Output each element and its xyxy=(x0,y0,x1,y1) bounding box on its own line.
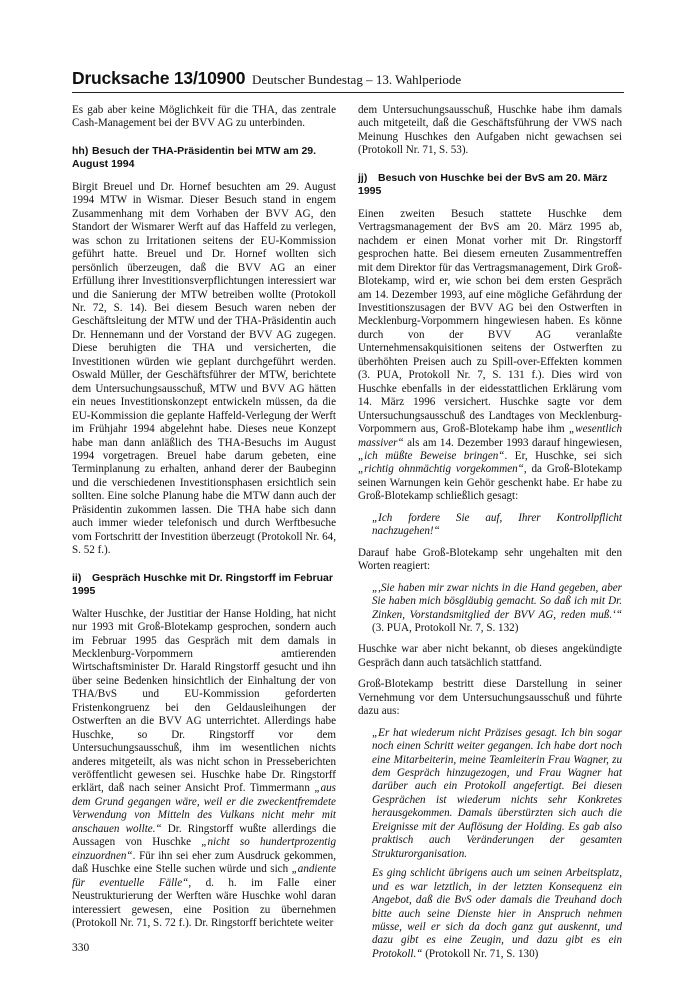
block-quote: „Ich fordere Sie auf, Ihrer Kontrollpflicht nachzugehen!“ xyxy=(372,511,622,538)
right-column xyxy=(358,104,622,969)
section-title: Besuch der THA-Präsidentin bei MTW am 29. August 1994 xyxy=(72,144,317,170)
text-run: . Für ihn sei eher zum Ausdruck gekommen, daß Huschke eine Stelle suchen würde und sich xyxy=(72,849,336,876)
paragraph xyxy=(358,208,622,504)
inline-quote: „wesentlich massiver“ xyxy=(358,423,622,449)
quote-text: Es ging schlicht übrigens auch um seinen Arbeitsplatz, und es war letztlich, in der letzten Konsequenz ein Angebot, daß die BvS oder damals die Treuhand doch bitte auch seine Dienste hier in Anspruch nehmen müsse, weil er sich da doch ganz gut auskennt, und dazu gibt es eine Zeugin, und dazu gibt es ein Protokoll.“ xyxy=(372,867,622,960)
inline-quote: „aus dem Grund gegangen wäre, weil er die zweckentfremdete Verwendung von Mitteln des Vulkans nicht mehr mit anschauen wollte.“ xyxy=(72,782,336,835)
document-number: Drucksache 13/10900 xyxy=(72,68,246,88)
block-quote xyxy=(372,582,622,636)
section-heading-hh xyxy=(72,145,336,171)
inline-quote: „ich müßte Beweise bringen“ xyxy=(358,449,505,462)
text-run: als am 14. Dezember 1993 darauf hingewiesen, xyxy=(403,436,622,449)
inline-quote: „richtig ohnmächtig vorgekommen“ xyxy=(358,463,524,476)
text-run: Dr. Ringstorff wußte allerdings die Aussagen von Huschke xyxy=(72,822,336,849)
text-run: . Er, Huschke, sei sich xyxy=(504,449,622,462)
paragraph: Es gab aber keine Möglichkeit für die THA, das zentrale Cash-Management bei der BVV AG zu unterbinden. xyxy=(72,104,336,130)
section-label: ii) xyxy=(72,571,82,584)
paragraph: Birgit Breuel und Dr. Hornef besuchten am 29. August 1994 MTW in Wismar. Dieser Besuch stand in engem Zusammenhang mit dem Vorhaben der BVV AG, den Standort der Wismarer Werft auf das Haffeld zu verlegen, was schon zu Irritationen seitens der EU-Kommission geführt hatte. Breuel und Dr. Hornef wollten sich persönlich überzeugen, daß die BVV AG an einer Erfüllung ihrer Investitionsverpflichtungen interessiert war und die Sanierung der MTW betreiben wollte (Protokoll Nr. 72, S. 14). Bei diesem Besuch waren neben der Geschäftsleitung der MTW und der THA-Präsidentin auch Dr. Hennemann und der Vorstand der BVV AG zugegen. Diese beruhigten die THA und versicherten, die Investitionen würden wie geplant durchgeführt werden. Oswald Müller, der Geschäftsführer der MTW, berichtete dem Untersuchungsausschuß, MTW und BVV AG hätten ein neues Investitionskonzept entwickeln müssen, da die EU-Kommission die geplante Haffeld-Verlegung der Werft im Frühjahr 1994 abgelehnt habe. Dieses neue Konzept habe man dann anläßlich des THA-Besuchs im August 1994 vorgetragen. Breuel habe darum gebeten, eine Terminplanung zu erhalten, anhand derer der Baubeginn und die verschiedenen Investitionsphasen ersichtlich sein sollten. Eine solche Planung habe die MTW dann auch der Präsidentin zukommen lassen. Die THA habe sich dann auch immer wieder telefonisch und durch Werftbesuche vom Fortschritt der Investition überzeugt (Protokoll Nr. 64, S. 52 f.). xyxy=(72,180,336,557)
text-run: Walter Huschke, der Justitiar der Hanse Holding, hat nicht nur 1993 mit Groß-Blotekamp gesprochen, sondern auch im Februar 1995 das Gespräch mit dem damals in Mecklenburg-Vorpommern amtierenden Wirtschaftsminister Dr. Harald Ringstorff gesucht und ihn über seine Bedenken hinsichtlich der Einhaltung der von THA/BvS und EU-Kommission geforderten Fristenkongruenz bei den Geldausleihungen der Ostwerften an die BVV AG unterrichtet. Allerdings habe Huschke, so Dr. Ringstorff vor dem Untersuchungsausschuß, ihm im wesentlichen nichts anderes mitgeteilt, als was nicht schon in Presseberichten veröffentlicht gewesen sei. Huschke habe Dr. Ringstorff erklärt, daß nach seiner Ansicht Prof. Timmermann xyxy=(72,607,336,795)
parliament-title: Deutscher Bundestag – 13. Wahlperiode xyxy=(252,72,462,87)
section-title: Besuch von Huschke bei der BvS am 20. März 1995 xyxy=(358,171,608,197)
text-run: , da Groß-Blotekamp seinen Warnungen kein Gehör geschenkt habe. Er habe zu Groß-Blotekamp schließlich gesagt: xyxy=(358,463,622,503)
paragraph: Darauf habe Groß-Blotekamp sehr ungehalten mit den Worten reagiert: xyxy=(358,546,622,573)
block-quote: „Er hat wiederum nicht Präzises gesagt. Ich bin sogar noch einen Schritt weiter gegangen. Ich habe dort noch eine Mitarbeiterin, meine Teamleiterin Frau Wagner, zu dem Gespräch hinzugezogen, und Frau Wagner hat darüber auch ein Protokoll angefertigt. Bei diesen Gesprächen ist wiederum nichts sehr Konkretes herausgekommen. Damals überstürzten sich auch die Ereignisse mit der Auflösung der Holding. Es gab also praktisch auch Veränderungen der gesamten Strukturorganisation. xyxy=(372,726,622,860)
section-title: Gespräch Huschke mit Dr. Ringstorff im Februar 1995 xyxy=(72,571,333,597)
text-run: Einen zweiten Besuch stattete Huschke dem Vertragsmanagement der BvS am 20. März 1995 ab, nachdem er einen Monat vorher mit Dr. Ringstorff gesprochen hatte. Bei diesem erneuten Zusammentreffen mit dem Direktor für das Vertragsmanagement, Dirk Groß-Blotekamp, wird er, wie schon bei dem ersten Gespräch am 14. Dezember 1993, auf eine mögliche Gefährdung der Investitionszusagen der BVV AG bei den Ostwerften in Mecklenburg-Vorpommern hingewiesen haben. Es könne durch von der BVV AG veranlaßte Unternehmensakquisitionen seitens der Ostwerften zu überhöhten Preisen auch zu Spill-over-Effekten kommen (3. PUA, Protokoll Nr. 7, S. 131 f.). Dies wird von Huschke ebenfalls in der eidesstattlichen Erklärung vom 14. März 1996 versichert. Huschke sagte vor dem Untersuchungsausschuß des Landtages von Mecklenburg-Vorpommern aus, Groß-Blotekamp habe ihm xyxy=(358,207,622,436)
section-label: jj) xyxy=(358,171,368,184)
left-column xyxy=(72,104,336,938)
section-heading-jj xyxy=(358,172,622,198)
paragraph xyxy=(72,608,336,931)
section-label: hh) xyxy=(72,144,89,157)
block-quote xyxy=(372,867,622,961)
quote-reference: (Protokoll Nr. 71, S. 130) xyxy=(422,947,539,960)
paragraph: dem Untersuchungsausschuß, Huschke habe ihm damals auch mitgeteilt, daß die Geschäftsführung der VWS nach Meinung Huschkes den Aufgaben nicht gewachsen sei (Protokoll Nr. 71, S. 53). xyxy=(358,104,622,157)
paragraph: Groß-Blotekamp bestritt diese Darstellung in seiner Vernehmung vor dem Untersuchungsausschuß und führte dazu aus: xyxy=(358,678,622,718)
section-heading-ii xyxy=(72,572,336,598)
text-run: , d. h. im Falle einer Neustrukturierung der Werften wäre Huschke wohl daran interessiert gewesen, eine Position zu übernehmen (Protokoll Nr. 71, S. 72 f.). Dr. Ringstorff berichtete weiter xyxy=(72,876,336,930)
quote-reference: (3. PUA, Protokoll Nr. 7, S. 132) xyxy=(372,621,519,634)
inline-quote: „nicht so hundertprozentig einzuordnen“ xyxy=(72,836,336,862)
inline-quote: „andiente für eventuelle Fälle“ xyxy=(72,863,336,889)
paragraph: Huschke war aber nicht bekannt, ob dieses angekündigte Gespräch dann auch tatsächlich stattfand. xyxy=(358,643,622,669)
page-header xyxy=(72,68,624,94)
quote-text: „,Sie haben mir zwar nichts in die Hand gegeben, aber Sie haben mich bösgläubig gemacht. So daß ich mit Dr. Zinken, Vorstandsmitglied der BVV AG, reden muß.‘“ xyxy=(372,581,622,621)
header-rule xyxy=(72,92,624,93)
page-number: 330 xyxy=(72,942,90,954)
